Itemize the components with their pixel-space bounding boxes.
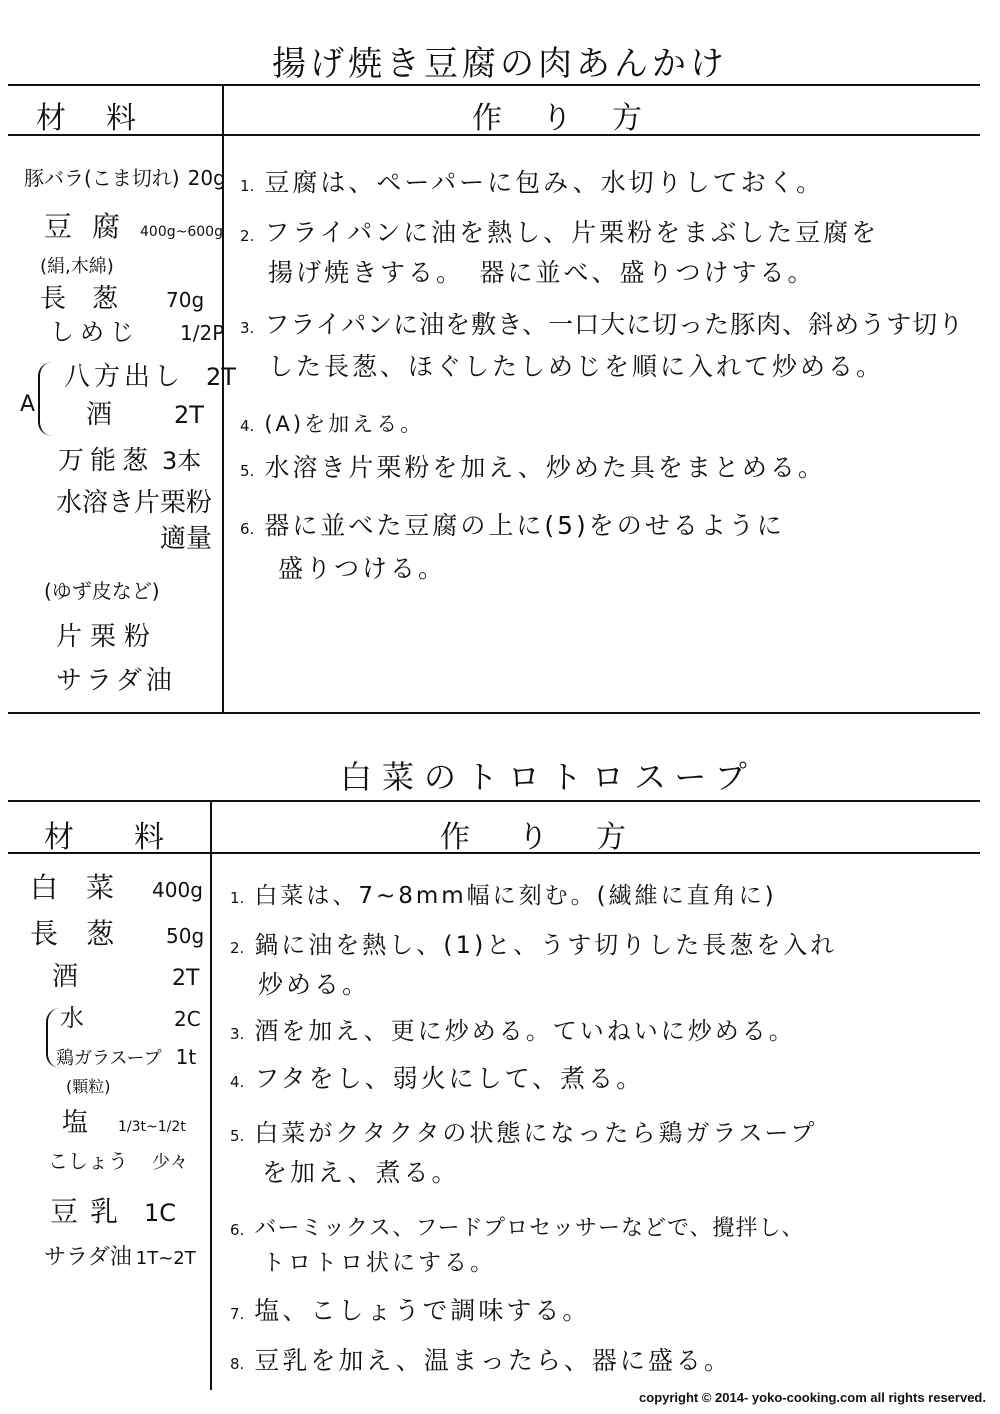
ingredient-name: (顆粒)	[66, 1077, 111, 1096]
ingredient-name: 鶏ガラスープ	[56, 1048, 162, 1069]
ingredient-item	[48, 1148, 188, 1172]
ingredient-item	[56, 490, 212, 516]
step-number: 1.	[230, 889, 245, 907]
step-text: 白菜がクタクタの状態になったら鶏ガラスープ	[254, 1119, 818, 1147]
ingredient-name: 片栗粉	[56, 622, 159, 652]
step-number: 2.	[230, 939, 245, 957]
ingredient-name: (ゆず皮など)	[44, 579, 160, 603]
ingredient-name: 水溶き片栗粉	[56, 488, 213, 518]
ingredient-amount: 2T	[174, 401, 204, 429]
ingredient-item	[30, 871, 203, 904]
recipe1-bottom-rule	[8, 712, 980, 714]
group-bracket	[38, 362, 54, 436]
method-step	[230, 1298, 590, 1323]
ingredient-amount: 2T	[206, 363, 236, 391]
step-text-continued: 炒める。	[258, 970, 371, 999]
ingredient-amount: 1/3t~1/2t	[118, 1119, 186, 1135]
recipe1-header-top-rule	[8, 84, 980, 86]
method-step	[230, 882, 777, 908]
ingredient-item	[64, 364, 236, 390]
copyright-notice: copyright © 2014- yoko-cooking.com all rights reserved.	[639, 1390, 986, 1405]
step-text: (A)を加える。	[264, 412, 425, 436]
step-text: 器に並べた豆腐の上に(5)をのせるように	[264, 511, 785, 540]
recipe1-title: 揚げ焼き豆腐の肉あんかけ	[272, 44, 728, 84]
ingredient-item	[58, 448, 201, 474]
step-number: 5.	[230, 1127, 245, 1145]
ingredient-amount: 20g	[187, 166, 226, 190]
step-text: 白菜は、7~8mm幅に刻む。(繊維に直角に)	[254, 883, 777, 909]
step-number: 6.	[230, 1221, 245, 1239]
ingredient-name: しめじ	[50, 318, 140, 346]
step-number: 6.	[240, 520, 255, 538]
method-step	[230, 1214, 805, 1240]
step-number: 3.	[230, 1025, 245, 1043]
method-step	[240, 170, 824, 195]
step-text-continued: した長葱、ほぐしたしめじを順に入れて炒める。	[268, 352, 885, 381]
group-mark: A	[20, 392, 36, 417]
ingredient-amount: 50g	[166, 924, 205, 948]
step-number: 4.	[230, 1073, 245, 1091]
ingredient-name: 白菜	[30, 871, 143, 904]
ingredient-item	[24, 165, 226, 189]
method-step	[230, 932, 837, 957]
recipe2-header-top-rule	[8, 800, 980, 802]
ingredient-amount: 400g	[152, 878, 203, 902]
step-text: 鍋に油を熱し、(1)と、うす切りした長葱を入れ	[254, 931, 838, 959]
step-number: 5.	[240, 462, 255, 480]
ingredient-name: 水	[60, 1004, 84, 1032]
ingredient-name: 長葱	[40, 284, 145, 314]
ingredient-name: 適量	[160, 524, 213, 554]
step-number: 1.	[240, 177, 255, 195]
step-text: バーミックス、フードプロセッサーなどで、攪拌し、	[254, 1216, 805, 1241]
method-step	[230, 1120, 817, 1145]
ingredient-item	[56, 668, 176, 694]
ingredient-name: こしょう	[48, 1149, 128, 1173]
method-step	[230, 1348, 732, 1373]
step-text: 塩、こしょうで調味する。	[254, 1296, 591, 1325]
step-text-continued: 揚げ焼きする。 器に並べ、盛りつけする。	[268, 258, 816, 287]
ingredient-name: 八方出し	[64, 362, 185, 392]
step-text: 豆乳を加え、温まったら、器に盛る。	[254, 1346, 732, 1375]
method-step	[240, 455, 826, 480]
ingredient-item	[52, 964, 199, 990]
method-step	[230, 1066, 644, 1091]
ingredient-name: 酒	[52, 962, 79, 992]
recipe2-title: 白菜のトロトロスープ	[340, 758, 757, 796]
step-text-continued: を加え、煮る。	[262, 1158, 460, 1187]
step-text: フライパンに油を熱し、片栗粉をまぶした豆腐を	[264, 218, 880, 247]
ingredient-item	[44, 578, 160, 602]
ingredient-amount: 1t	[175, 1045, 197, 1069]
ingredient-name: 豆腐	[44, 210, 141, 243]
method-step	[240, 513, 785, 538]
ingredient-amount: 2C	[174, 1007, 201, 1031]
ingredient-item	[40, 252, 114, 276]
method-step	[240, 312, 964, 337]
method-step	[240, 220, 879, 245]
recipe2-method-header: 作り方	[440, 820, 674, 855]
ingredient-name: 万能葱	[58, 446, 155, 476]
step-number: 7.	[230, 1305, 245, 1323]
ingredient-name: 酒	[86, 400, 113, 430]
recipe2-column-divider	[210, 800, 212, 1390]
ingredient-amount: 400g~600g	[140, 224, 223, 240]
ingredient-item	[50, 320, 224, 344]
ingredient-amount: 2T	[172, 966, 200, 991]
step-text-continued: トロトロ状にする。	[262, 1250, 496, 1276]
ingredient-item	[160, 526, 212, 552]
ingredient-item	[60, 1006, 201, 1030]
step-text: 酒を加え、更に炒める。ていねいに炒める。	[254, 1017, 796, 1045]
ingredient-item	[30, 917, 205, 950]
step-text: 豆腐は、ペーパーに包み、水切りしておく。	[264, 168, 825, 197]
ingredient-item	[40, 286, 204, 312]
ingredient-name: 長葱	[30, 917, 143, 950]
method-step	[240, 410, 424, 435]
ingredient-item	[56, 624, 158, 650]
ingredient-name: サラダ油	[56, 666, 176, 696]
ingredient-name: サラダ油	[44, 1245, 132, 1270]
ingredient-amount: 少々	[152, 1152, 188, 1173]
ingredient-item	[86, 402, 204, 428]
ingredient-name: 塩	[62, 1108, 89, 1138]
method-step	[230, 1018, 796, 1043]
step-number: 2.	[240, 227, 255, 245]
recipe2-ingredients-header: 材料	[44, 820, 224, 855]
ingredient-item	[56, 1044, 196, 1068]
step-text: フライパンに油を敷き、一口大に切った豚肉、斜めうす切り	[264, 310, 965, 339]
ingredient-item	[44, 210, 223, 243]
ingredient-amount: 70g	[166, 288, 205, 312]
step-number: 8.	[230, 1355, 245, 1373]
ingredient-name: (絹,木綿)	[40, 256, 114, 277]
ingredient-amount: 1/2P	[180, 321, 225, 345]
ingredient-item	[66, 1072, 111, 1096]
recipe1-ingredients-header: 材料	[36, 101, 176, 136]
step-number: 4.	[240, 417, 255, 435]
step-text: フタをし、弱火にして、煮る。	[254, 1064, 645, 1093]
recipe1-method-header: 作り方	[472, 101, 682, 136]
ingredient-amount: 1C	[144, 1199, 177, 1227]
ingredient-name: 豚バラ(こま切れ)	[24, 166, 180, 190]
ingredient-item	[50, 1195, 177, 1228]
step-text-continued: 盛りつける。	[278, 554, 447, 583]
ingredient-amount: 1T~2T	[135, 1248, 196, 1269]
ingredient-item	[62, 1110, 186, 1136]
ingredient-item	[44, 1244, 196, 1269]
ingredient-amount: 3本	[162, 447, 202, 475]
ingredient-name: 豆乳	[50, 1195, 131, 1228]
step-number: 3.	[240, 319, 255, 337]
step-text: 水溶き片栗粉を加え、炒めた具をまとめる。	[264, 453, 826, 482]
